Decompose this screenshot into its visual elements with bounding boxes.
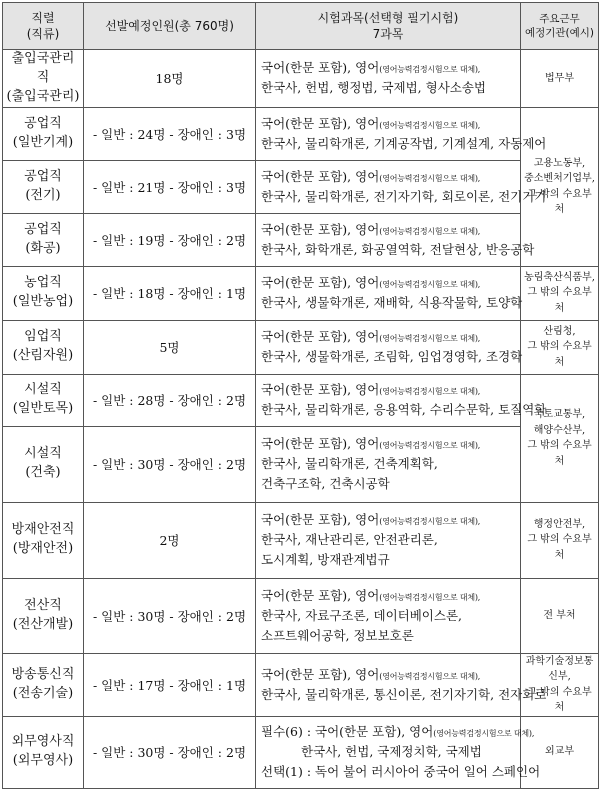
table-row [3, 502, 599, 578]
table-row [3, 266, 599, 320]
table-row [3, 320, 599, 374]
position-cell: 공업직 (전기) [3, 160, 84, 213]
subjects-cell: 국어(한문 포함), 영어(영어능력검정시험으로 대체), 한국사, 생물학개론, 재배학, 식용작물학, 토양학 [256, 266, 521, 320]
headcount-cell: - 일반 : 28명 - 장애인 : 2명 [84, 374, 256, 426]
subjects-cell: 필수(6) : 국어(한문 포함), 영어(영어능력검정시험으로 대체), 한국사, 헌법, 국제정치학, 국제법 선택(1) : 독어 불어 러시아어 중국어 일어 스페인어 [256, 716, 521, 788]
header-institution: 주요근무 예정기관(예시) [521, 3, 599, 50]
table-row [3, 107, 599, 160]
position-cell: 전산직 (전산개발) [3, 578, 84, 653]
table-row [3, 716, 599, 788]
position-cell: 공업직 (화공) [3, 213, 84, 266]
subjects-cell: 국어(한문 포함), 영어(영어능력검정시험으로 대체), 한국사, 물리학개론, 기계공작법, 기계설계, 자동제어 [256, 107, 521, 160]
table-row [3, 213, 599, 266]
headcount-cell: 2명 [84, 502, 256, 578]
subjects-cell: 국어(한문 포함), 영어(영어능력검정시험으로 대체), 한국사, 물리학개론, 응용역학, 수리수문학, 토질역학 [256, 374, 521, 426]
institution-cell: 과학기술정보통신부, 그 밖의 수요부처 [521, 653, 599, 716]
table-row [3, 426, 599, 502]
position-cell: 방재안전직 (방재안전) [3, 502, 84, 578]
table-row [3, 578, 599, 653]
institution-cell: 농림축산식품부, 그 밖의 수요부처 [521, 266, 599, 320]
subjects-cell: 국어(한문 포함), 영어(영어능력검정시험으로 대체), 한국사, 헌법, 행정법, 국제법, 형사소송법 [256, 50, 521, 108]
subjects-cell: 국어(한문 포함), 영어(영어능력검정시험으로 대체), 한국사, 물리학개론, 건축계획학, 건축구조학, 건축시공학 [256, 426, 521, 502]
headcount-cell: - 일반 : 30명 - 장애인 : 2명 [84, 578, 256, 653]
headcount-cell: 18명 [84, 50, 256, 108]
headcount-cell: - 일반 : 30명 - 장애인 : 2명 [84, 716, 256, 788]
subjects-cell: 국어(한문 포함), 영어(영어능력검정시험으로 대체), 한국사, 자료구조론, 데이터베이스론, 소프트웨어공학, 정보보호론 [256, 578, 521, 653]
header-position: 직렬 (직류) [3, 3, 84, 50]
institution-cell: 전 부처 [521, 578, 599, 653]
institution-cell: 국토교통부, 해양수산부, 그 밖의 수요부처 [521, 374, 599, 502]
recruitment-table [2, 2, 599, 789]
institution-cell: 산림청, 그 밖의 수요부처 [521, 320, 599, 374]
institution-cell: 고용노동부, 중소벤처기업부, 그 밖의 수요부처 [521, 107, 599, 266]
position-cell: 시설직 (건축) [3, 426, 84, 502]
subjects-cell: 국어(한문 포함), 영어(영어능력검정시험으로 대체), 한국사, 생물학개론, 조림학, 임업경영학, 조경학 [256, 320, 521, 374]
position-cell: 시설직 (일반토목) [3, 374, 84, 426]
headcount-cell: - 일반 : 17명 - 장애인 : 1명 [84, 653, 256, 716]
header-subjects: 시험과목(선택형 필기시험) 7과목 [256, 3, 521, 50]
institution-cell: 외교부 [521, 716, 599, 788]
header-headcount: 선발예정인원(총 760명) [84, 3, 256, 50]
position-cell: 출입국관리직 (출입국관리) [3, 50, 84, 108]
headcount-cell: - 일반 : 19명 - 장애인 : 2명 [84, 213, 256, 266]
headcount-cell: - 일반 : 30명 - 장애인 : 2명 [84, 426, 256, 502]
subjects-cell: 국어(한문 포함), 영어(영어능력검정시험으로 대체), 한국사, 물리학개론, 통신이론, 전기자기학, 전자회로 [256, 653, 521, 716]
subjects-cell: 국어(한문 포함), 영어(영어능력검정시험으로 대체), 한국사, 물리학개론, 전기자기학, 회로이론, 전기기기 [256, 160, 521, 213]
position-cell: 외무영사직 (외무영사) [3, 716, 84, 788]
position-cell: 공업직 (일반기계) [3, 107, 84, 160]
institution-cell: 법무부 [521, 50, 599, 108]
table-row [3, 50, 599, 108]
position-cell: 농업직 (일반농업) [3, 266, 84, 320]
table-header-row [3, 3, 599, 50]
position-cell: 방송통신직 (전송기술) [3, 653, 84, 716]
table-row [3, 374, 599, 426]
headcount-cell: - 일반 : 21명 - 장애인 : 3명 [84, 160, 256, 213]
table-row [3, 653, 599, 716]
subjects-cell: 국어(한문 포함), 영어(영어능력검정시험으로 대체), 한국사, 재난관리론, 안전관리론, 도시계획, 방재관계법규 [256, 502, 521, 578]
subjects-cell: 국어(한문 포함), 영어(영어능력검정시험으로 대체), 한국사, 화학개론, 화공열역학, 전달현상, 반응공학 [256, 213, 521, 266]
headcount-cell: - 일반 : 18명 - 장애인 : 1명 [84, 266, 256, 320]
table-row [3, 160, 599, 213]
position-cell: 임업직 (산림자원) [3, 320, 84, 374]
headcount-cell: 5명 [84, 320, 256, 374]
headcount-cell: - 일반 : 24명 - 장애인 : 3명 [84, 107, 256, 160]
institution-cell: 행정안전부, 그 밖의 수요부처 [521, 502, 599, 578]
